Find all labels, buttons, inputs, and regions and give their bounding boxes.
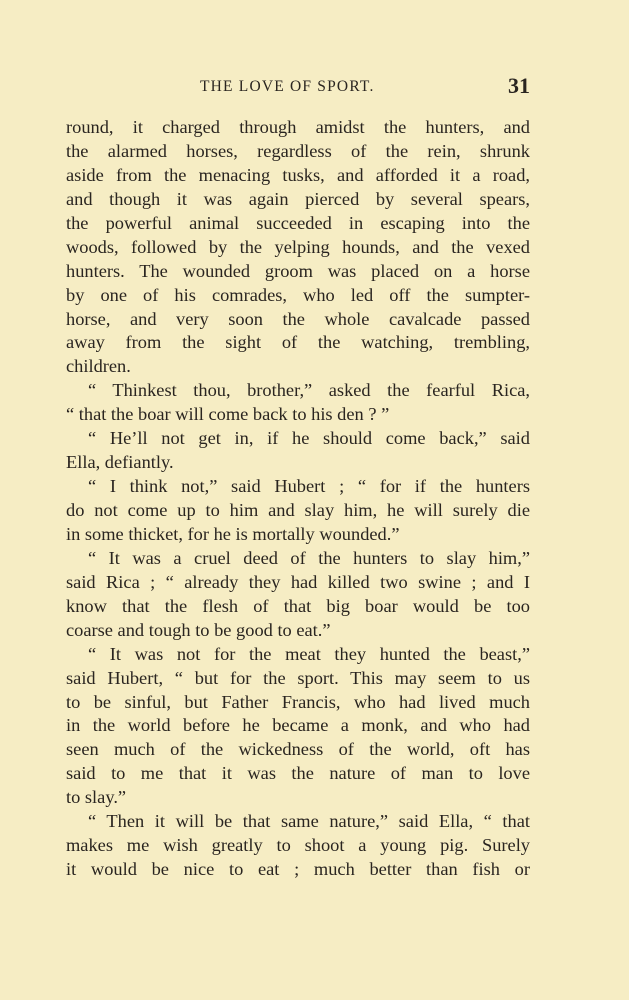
text-line: said to me that it was the nature of man to love <box>66 763 530 784</box>
running-title: THE LOVE OF SPORT. <box>200 78 375 95</box>
text-line: “ Then it will be that same nature,” said Ella, “ that <box>88 811 530 832</box>
text-line: said Hubert, “ but for the sport. This may seem to us <box>66 667 530 688</box>
text-line: to slay.” <box>66 787 127 808</box>
text-line: to be sinful, but Father Francis, who had lived much <box>66 691 530 712</box>
body-text <box>66 116 530 882</box>
text-line: children. <box>66 356 131 377</box>
text-line: in some thicket, for he is mortally wounded.” <box>66 523 400 544</box>
text-line: do not come up to him and slay him, he will surely die <box>66 500 530 520</box>
text-line: in the world before he became a monk, and who had <box>66 715 530 736</box>
text-line: coarse and tough to be good to eat.” <box>66 619 331 640</box>
page-header <box>66 73 530 100</box>
text-line: the alarmed horses, regardless of the rein, shrunk <box>66 140 530 161</box>
text-line: round, it charged through amidst the hunters, and <box>66 117 530 137</box>
text-line: horse, and very soon the whole cavalcade passed <box>66 308 530 329</box>
text-line: Ella, defiantly. <box>66 452 174 473</box>
text-line: seen much of the wickedness of the world, oft has <box>66 739 530 760</box>
text-line: the powerful animal succeeded in escaping into the <box>66 212 530 233</box>
text-line: away from the sight of the watching, trembling, <box>66 332 530 353</box>
text-line: hunters. The wounded groom was placed on a horse <box>66 260 530 281</box>
text-line: “ It was not for the meat they hunted the beast,” <box>88 643 530 664</box>
text-line: “ He’ll not get in, if he should come back,” said <box>88 428 530 449</box>
text-line: said Rica ; “ already they had killed two swine ; and I <box>66 571 530 592</box>
text-line: by one of his comrades, who led off the sumpter- <box>66 284 530 305</box>
text-line: makes me wish greatly to shoot a young pig. Surely <box>66 835 530 856</box>
text-line: and though it was again pierced by several spears, <box>66 188 530 209</box>
text-line: “ Thinkest thou, brother,” asked the fearful Rica, <box>88 380 530 401</box>
text-line: “ that the boar will come back to his den ? ” <box>66 404 390 425</box>
page-number: 31 <box>508 73 530 98</box>
text-line: woods, followed by the yelping hounds, and the vexed <box>66 236 530 257</box>
text-line: aside from the menacing tusks, and afforded it a road, <box>66 164 530 185</box>
text-line: it would be nice to eat ; much better than fish or <box>66 859 530 880</box>
text-line: “ It was a cruel deed of the hunters to slay him,” <box>88 547 530 568</box>
text-line: “ I think not,” said Hubert ; “ for if the hunters <box>88 476 530 497</box>
text-line: know that the flesh of that big boar would be too <box>66 595 530 616</box>
